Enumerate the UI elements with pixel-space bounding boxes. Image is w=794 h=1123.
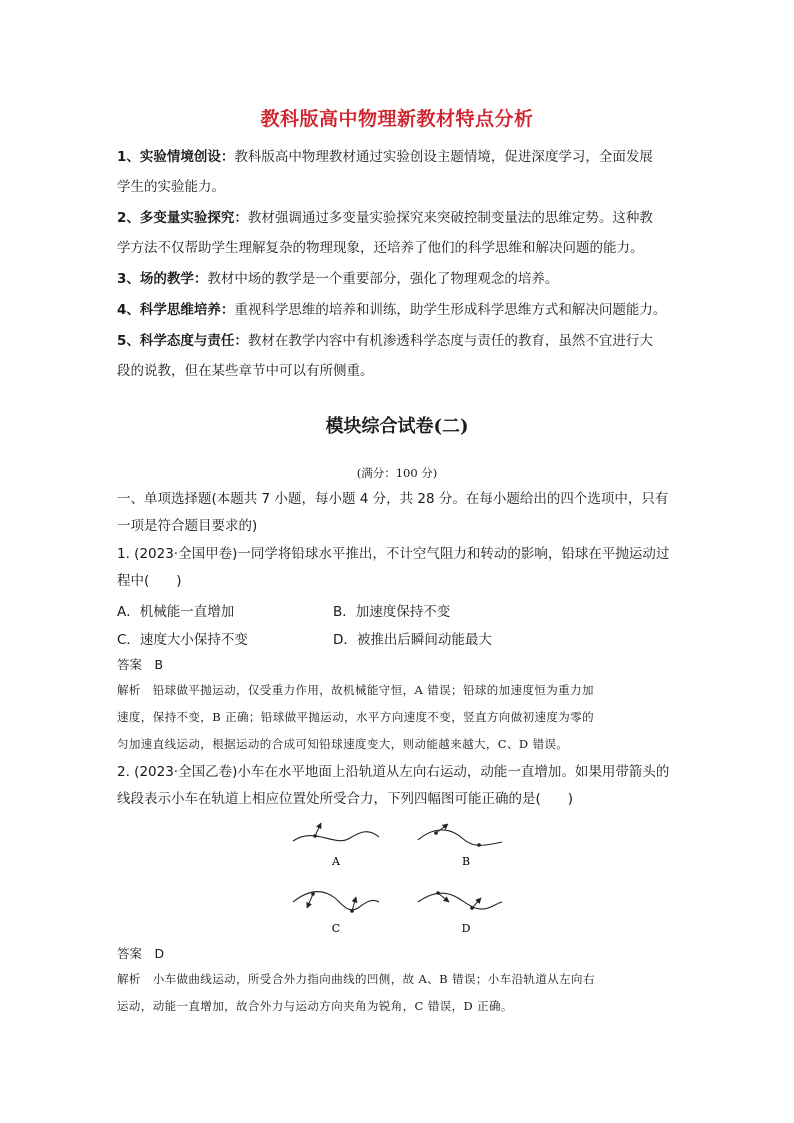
figure-a (293, 823, 379, 868)
track-curve-c (293, 892, 379, 910)
question-1-line1: 1. (2023·全国甲卷)一同学将铅球水平推出，不计空气阻力和转动的影响，铅球在平抛运动过 (117, 546, 670, 562)
feature-1 (117, 142, 687, 202)
question-2-explanation (117, 966, 689, 1020)
figure-c (293, 892, 379, 935)
feature-2-label: 多变量实验探究： (139, 210, 248, 226)
document-title: 教科版高中物理新教材特点分析 (260, 108, 534, 130)
feature-2-text-cont: 学方法不仅帮助学生理解复杂的物理现象，还培养了他们的科学思维和解决问题的能力。 (117, 240, 644, 256)
question-2-stem (117, 759, 687, 813)
feature-3-text: 教材中场的教学是一个重要部分，强化了物理观念的培养。 (207, 271, 559, 287)
question-1-expl-line3: 匀加速直线运动，根据运动的合成可知铅球速度变大，则动能越来越大，C、D 错误。 (117, 737, 569, 751)
question-2-expl-line1: 解析 小车做曲线运动，所受合外力指向曲线的凹侧，故 A、B 错误；小车沿轨道从左向右 (117, 972, 595, 986)
question-1-expl-line2: 速度，保持不变，B 正确；铅球做平抛运动，水平方向速度不变，竖直方向做初速度为零的 (117, 710, 595, 724)
force-arrow-d (438, 893, 449, 902)
question-1-explanation (117, 677, 689, 758)
feature-2-text: 教材强调通过多变量实验探究来突破控制变量法的思维定势。这种教 (247, 210, 653, 226)
force-arrow-a (315, 823, 321, 836)
force-arrow-d2 (472, 898, 481, 908)
figure-label-b: B (461, 855, 471, 868)
feature-5 (117, 326, 687, 386)
figure-d (418, 891, 502, 935)
question-1-option-b: B．加速度保持不变 (333, 604, 451, 620)
feature-5-num: 5、 (117, 333, 140, 349)
feature-4-text: 重视科学思维的培养和训练，助学生形成科学思维方式和解决问题能力。 (234, 302, 667, 318)
feature-1-num: 1、 (117, 149, 140, 165)
question-1-expl-line1: 解析 铅球做平抛运动，仅受重力作用，故机械能守恒，A 错误；铅球的加速度恒为重力加 (117, 683, 594, 697)
section-heading (117, 486, 687, 540)
feature-5-text: 教材在教学内容中有机渗透科学态度与责任的教育，虽然不宜进行大 (247, 333, 653, 349)
figure-label-c: C (331, 922, 341, 935)
exam-title: 模块综合试卷(二) (325, 416, 469, 437)
feature-3-num: 3、 (117, 271, 140, 287)
figure-label-a: A (332, 855, 340, 868)
force-arrow-c (307, 894, 313, 908)
feature-1-text: 教科版高中物理教材通过实验创设主题情境，促进深度学习，全面发展 (234, 149, 653, 165)
track-curve-a (293, 832, 379, 841)
feature-5-text-cont: 段的说教，但在某些章节中可以有所侧重。 (117, 363, 374, 379)
exam-score: (满分：100 分) (356, 466, 438, 480)
section-heading-line2: 一项是符合题目要求的) (117, 518, 258, 534)
feature-3 (117, 264, 687, 294)
feature-4 (117, 295, 687, 325)
track-curve-d (418, 893, 502, 909)
feature-1-text-cont: 学生的实验能力。 (117, 179, 225, 195)
section-heading-line1: 一、单项选择题(本题共 7 小题，每小题 4 分，共 28 分。在每小题给出的四个选项中，只有 (117, 491, 669, 507)
feature-5-label: 科学态度与责任： (139, 333, 248, 349)
question-2-line2: 线段表示小车在轨道上相应位置处所受合力，下列四幅图可能正确的是( ) (117, 791, 574, 807)
question-1-answer: 答案 B (117, 657, 164, 672)
question-2-expl-line2: 运动，动能一直增加，故合外力与运动方向夹角为锐角，C 错误，D 正确。 (117, 999, 513, 1013)
question-1-stem (117, 541, 687, 595)
question-1-option-a: A．机械能一直增加 (117, 604, 235, 620)
feature-4-label: 科学思维培养： (139, 302, 235, 318)
question-1-line2: 程中( ) (117, 573, 182, 589)
question-2-line1: 2. (2023·全国乙卷)小车在水平地面上沿轨道从左向右运动，动能一直增加。如果用带箭头的 (117, 764, 670, 780)
track-curve-b (418, 830, 502, 845)
question-1-option-d: D．被推出后瞬间动能最大 (333, 632, 492, 648)
feature-2-num: 2、 (117, 210, 140, 226)
feature-3-label: 场的教学： (139, 271, 208, 287)
question-2-figure (280, 820, 520, 940)
figure-b (418, 824, 502, 868)
force-arrow-b (436, 824, 448, 833)
question-1-option-c: C．速度大小保持不变 (117, 632, 248, 648)
feature-2 (117, 203, 687, 263)
feature-4-num: 4、 (117, 302, 140, 318)
car-point-b2 (477, 843, 481, 847)
feature-1-label: 实验情境创设： (139, 149, 235, 165)
figure-label-d: D (461, 922, 471, 935)
question-2-answer: 答案 D (117, 946, 165, 961)
